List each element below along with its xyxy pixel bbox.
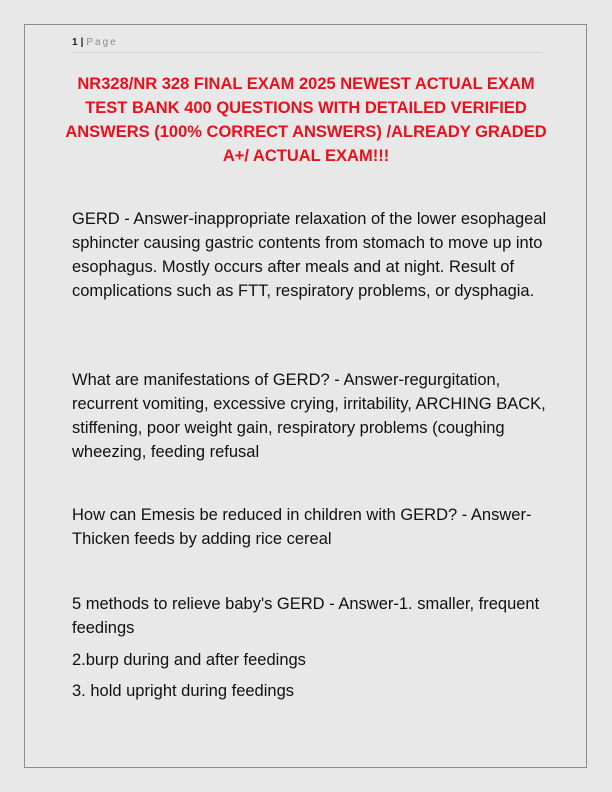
qa-item-relieve-gerd: 5 methods to relieve baby's GERD - Answer-1. smaller, frequent feedings bbox=[72, 595, 540, 637]
page-header bbox=[72, 36, 542, 53]
qa-item-gerd-definition: GERD - Answer-inappropriate relaxation of the lower esophageal sphincter causing gastric contents from stomach to move up into esophagus. Mostly occurs after meals and at night. Result of complications such as FTT, respiratory problems, or dysphagia. bbox=[72, 210, 547, 300]
qa-item-relieve-gerd-step-2: 2.burp during and after feedings bbox=[72, 651, 306, 669]
document-title: NR328/NR 328 FINAL EXAM 2025 NEWEST ACTUAL EXAM TEST BANK 400 QUESTIONS WITH DETAILED VERIFIED ANSWERS (100% CORRECT ANSWERS) /ALREADY GRADED A+/ ACTUAL EXAM!!! bbox=[65, 75, 547, 165]
qa-item-reduce-emesis: How can Emesis be reduced in children with GERD? - Answer-Thicken feeds by adding rice cereal bbox=[72, 506, 532, 548]
qa-item-gerd-manifestations: What are manifestations of GERD? - Answer-regurgitation, recurrent vomiting, excessive crying, irritability, ARCHING BACK, stiffening, poor weight gain, respiratory problems (coughing wheezing, feeding refusal bbox=[72, 371, 546, 461]
page-number: 1 bbox=[72, 37, 78, 48]
page-label: Page bbox=[86, 37, 118, 48]
page-separator: | bbox=[80, 37, 84, 48]
qa-item-relieve-gerd-step-3: 3. hold upright during feedings bbox=[72, 682, 294, 700]
